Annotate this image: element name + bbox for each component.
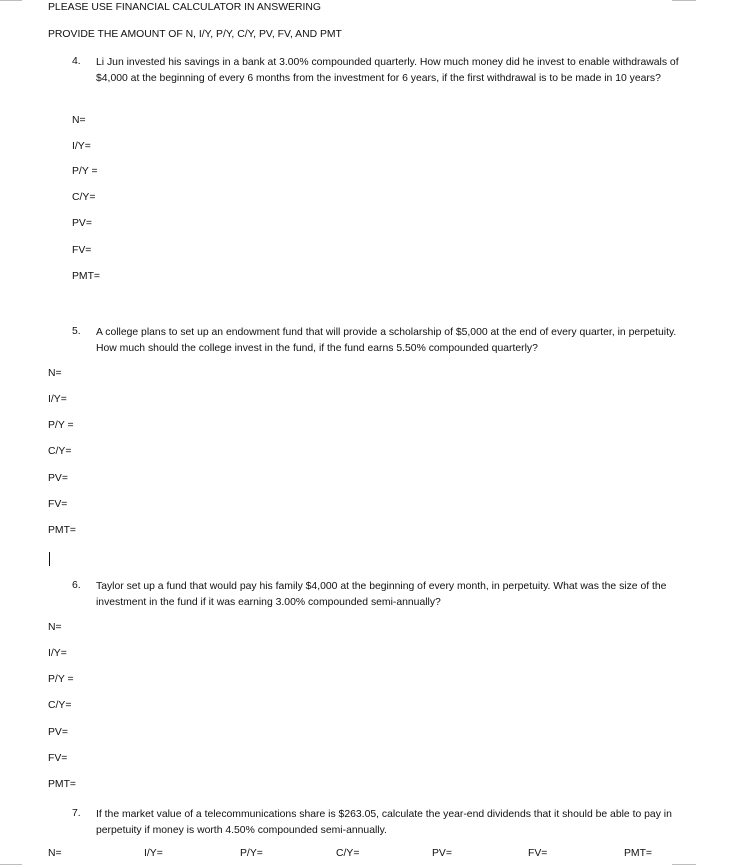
field-iy: I/Y= (72, 141, 91, 152)
text-cursor (49, 552, 50, 566)
field-cy: C/Y= (72, 192, 96, 203)
page-edge-line (672, 864, 696, 865)
field-pmt: PMT= (48, 779, 77, 790)
field-pmt: PMT= (624, 848, 653, 859)
field-py: P/Y = (48, 674, 74, 685)
field-pv: PV= (432, 848, 452, 859)
field-py: P/Y= (240, 848, 263, 859)
field-py: P/Y = (48, 420, 74, 431)
question-number: 5. (72, 326, 81, 337)
field-pmt: PMT= (48, 525, 77, 536)
field-n: N= (48, 368, 62, 379)
field-n: N= (48, 622, 62, 633)
field-pv: PV= (72, 218, 92, 229)
question-text: Taylor set up a fund that would pay his family $4,000 at the beginning of every month, in perpetuity. What was the size of the investment in the fund if it was earning 3.00% compounded semi-annually? (96, 581, 667, 608)
header-instruction-1: PLEASE USE FINANCIAL CALCULATOR IN ANSWERING (48, 2, 321, 13)
question-number: 6. (72, 580, 81, 591)
field-pmt: PMT= (72, 271, 101, 282)
question-text: Li Jun invested his savings in a bank at 3.00% compounded quarterly. How much money did he invest to enable withdrawals of $4,000 at the beginning of every 6 months from the investment for 6 years, if the first withdrawal is to be made in 10 years? (96, 57, 679, 84)
field-iy: I/Y= (48, 648, 67, 659)
question-number: 7. (72, 808, 81, 819)
field-iy: I/Y= (144, 848, 163, 859)
question-text: If the market value of a telecommunications share is $263.05, calculate the year-end dividends that it should be able to pay in perpetuity if money is worth 4.50% compounded semi-annually. (96, 809, 672, 836)
page-edge-line (0, 0, 22, 1)
field-cy: C/Y= (48, 446, 72, 457)
page-edge-line (672, 0, 696, 1)
question-text: A college plans to set up an endowment fund that will provide a scholarship of $5,000 at the end of every quarter, in perpetuity. How much should the college invest in the fund, if the fund earns 5.50% compounded quarterly? (96, 327, 677, 354)
field-fv: FV= (72, 245, 92, 256)
field-cy: C/Y= (48, 700, 72, 711)
page-edge-line (0, 864, 22, 865)
field-pv: PV= (48, 473, 68, 484)
field-n: N= (48, 848, 62, 859)
field-fv: FV= (48, 499, 68, 510)
header-instruction-2: PROVIDE THE AMOUNT OF N, I/Y, P/Y, C/Y, PV, FV, AND PMT (48, 29, 342, 40)
field-n: N= (72, 115, 86, 126)
field-iy: I/Y= (48, 394, 67, 405)
field-fv: FV= (48, 753, 68, 764)
field-py: P/Y = (72, 166, 98, 177)
question-number: 4. (72, 56, 81, 67)
field-fv: FV= (528, 848, 548, 859)
field-pv: PV= (48, 727, 68, 738)
field-cy: C/Y= (336, 848, 360, 859)
